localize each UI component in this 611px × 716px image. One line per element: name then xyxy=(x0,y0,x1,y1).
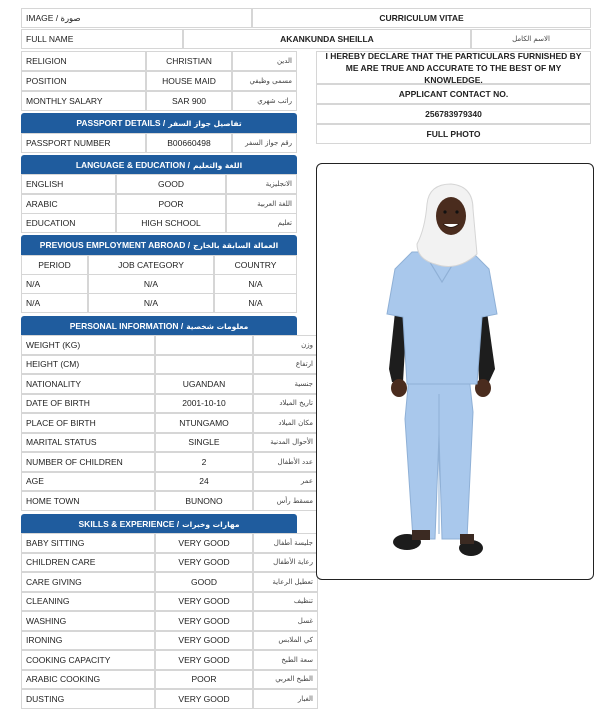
language-section-header: LANGUAGE & EDUCATION / اللغة والتعليم xyxy=(21,155,297,175)
applicant-full-photo xyxy=(317,164,591,577)
declaration-text: I HEREBY DECLARE THAT THE PARTICULARS FURNISHED BY ME ARE TRUE AND ACCURATE TO THE BEST OF MY KNOWLEDGE. xyxy=(316,51,591,84)
employment-row-job-category: N/A xyxy=(88,274,214,294)
marital-status-arabic: الأحوال المدنية xyxy=(253,433,318,453)
height-cm-label: HEIGHT (CM) xyxy=(21,355,155,375)
ironing-label: IRONING xyxy=(21,631,155,651)
english-label: ENGLISH xyxy=(21,174,116,194)
number-of-children-value: 2 xyxy=(155,452,253,472)
full-photo-label: FULL PHOTO xyxy=(316,124,591,144)
date-of-birth-value: 2001-10-10 xyxy=(155,394,253,414)
arabic-cooking-arabic: الطبخ العربي xyxy=(253,670,318,690)
skills-section-header: SKILLS & EXPERIENCE / مهارات وخبرات xyxy=(21,514,297,534)
care-giving-value: GOOD xyxy=(155,572,253,592)
dusting-arabic: الغبار xyxy=(253,689,318,709)
contact-label: APPLICANT CONTACT NO. xyxy=(316,84,591,104)
religion-label: RELIGION xyxy=(21,51,146,71)
washing-label: WASHING xyxy=(21,611,155,631)
weight-kg-label: WEIGHT (KG) xyxy=(21,335,155,355)
employment-header-job-category: JOB CATEGORY xyxy=(88,255,214,275)
age-label: AGE xyxy=(21,472,155,492)
weight-kg-arabic: وزن xyxy=(253,335,318,355)
education-value: HIGH SCHOOL xyxy=(116,213,226,233)
employment-section-header: PREVIOUS EMPLOYMENT ABROAD / العمالة السابقة بالخارج xyxy=(21,235,297,255)
cleaning-arabic: تنظيف xyxy=(253,592,318,612)
english-value: GOOD xyxy=(116,174,226,194)
place-of-birth-value: NTUNGAMO xyxy=(155,413,253,433)
arabic-value: POOR xyxy=(116,194,226,214)
washing-arabic: غسل xyxy=(253,611,318,631)
age-value: 24 xyxy=(155,472,253,492)
baby-sitting-arabic: جليسة أطفال xyxy=(253,533,318,553)
employment-row-country: N/A xyxy=(214,274,297,294)
number-of-children-arabic: عدد الأطفال xyxy=(253,452,318,472)
nationality-arabic: جنسية xyxy=(253,374,318,394)
position-value: HOUSE MAID xyxy=(146,71,232,91)
contact-value: 256783979340 xyxy=(316,104,591,124)
dusting-label: DUSTING xyxy=(21,689,155,709)
arabic-cooking-value: POOR xyxy=(155,670,253,690)
ironing-arabic: كي الملابس xyxy=(253,631,318,651)
employment-row-job-category: N/A xyxy=(88,293,214,313)
image-label: IMAGE / صورة xyxy=(21,8,252,28)
passport-section-header: PASSPORT DETAILS / تفاصيل جواز السفر xyxy=(21,113,297,133)
date-of-birth-arabic: تاريخ الميلاد xyxy=(253,394,318,414)
weight-kg-value xyxy=(155,335,253,355)
baby-sitting-value: VERY GOOD xyxy=(155,533,253,553)
height-cm-arabic: ارتفاع xyxy=(253,355,318,375)
place-of-birth-label: PLACE OF BIRTH xyxy=(21,413,155,433)
cooking-capacity-value: VERY GOOD xyxy=(155,650,253,670)
full-name-label: FULL NAME xyxy=(21,29,183,49)
arabic-cooking-label: ARABIC COOKING xyxy=(21,670,155,690)
height-cm-value xyxy=(155,355,253,375)
nationality-label: NATIONALITY xyxy=(21,374,155,394)
full-name-value: AKANKUNDA SHEILLA xyxy=(183,29,471,49)
employment-row-period: N/A xyxy=(21,274,88,294)
employment-header-period: PERIOD xyxy=(21,255,88,275)
cooking-capacity-arabic: سعة الطبخ xyxy=(253,650,318,670)
salary-value: SAR 900 xyxy=(146,91,232,111)
salary-label: MONTHLY SALARY xyxy=(21,91,146,111)
place-of-birth-arabic: مكان الميلاد xyxy=(253,413,318,433)
number-of-children-label: NUMBER OF CHILDREN xyxy=(21,452,155,472)
marital-status-label: MARITAL STATUS xyxy=(21,433,155,453)
washing-value: VERY GOOD xyxy=(155,611,253,631)
home-town-arabic: مسقط رأس xyxy=(253,491,318,511)
position-label: POSITION xyxy=(21,71,146,91)
employment-row-country: N/A xyxy=(214,293,297,313)
home-town-value: BUNONO xyxy=(155,491,253,511)
children-care-arabic: رعاية الأطفال xyxy=(253,553,318,573)
baby-sitting-label: BABY SITTING xyxy=(21,533,155,553)
religion-value: CHRISTIAN xyxy=(146,51,232,71)
full-photo-frame xyxy=(316,163,594,580)
cleaning-value: VERY GOOD xyxy=(155,592,253,612)
nationality-value: UGANDAN xyxy=(155,374,253,394)
cooking-capacity-label: COOKING CAPACITY xyxy=(21,650,155,670)
education-arabic: تعليم xyxy=(226,213,297,233)
full-name-arabic: الاسم الكامل xyxy=(471,29,591,49)
personal-section-header: PERSONAL INFORMATION / معلومات شخصية xyxy=(21,316,297,336)
age-arabic: عمر xyxy=(253,472,318,492)
salary-arabic: راتب شهري xyxy=(232,91,297,111)
employment-row-period: N/A xyxy=(21,293,88,313)
education-label: EDUCATION xyxy=(21,213,116,233)
employment-header-country: COUNTRY xyxy=(214,255,297,275)
dusting-value: VERY GOOD xyxy=(155,689,253,709)
date-of-birth-label: DATE OF BIRTH xyxy=(21,394,155,414)
arabic-arabic: اللغة العربية xyxy=(226,194,297,214)
home-town-label: HOME TOWN xyxy=(21,491,155,511)
children-care-label: CHILDREN CARE xyxy=(21,553,155,573)
passport-number-arabic: رقم جواز السفر xyxy=(232,133,297,153)
english-arabic: الانجليزية xyxy=(226,174,297,194)
children-care-value: VERY GOOD xyxy=(155,553,253,573)
passport-number-value: B00660498 xyxy=(146,133,232,153)
ironing-value: VERY GOOD xyxy=(155,631,253,651)
religion-arabic: الدين xyxy=(232,51,297,71)
arabic-label: ARABIC xyxy=(21,194,116,214)
cv-title: CURRICULUM VITAE xyxy=(252,8,591,28)
care-giving-label: CARE GIVING xyxy=(21,572,155,592)
position-arabic: مسمى وظيفي xyxy=(232,71,297,91)
cleaning-label: CLEANING xyxy=(21,592,155,612)
marital-status-value: SINGLE xyxy=(155,433,253,453)
care-giving-arabic: تعطيل الرعاية xyxy=(253,572,318,592)
passport-number-label: PASSPORT NUMBER xyxy=(21,133,146,153)
